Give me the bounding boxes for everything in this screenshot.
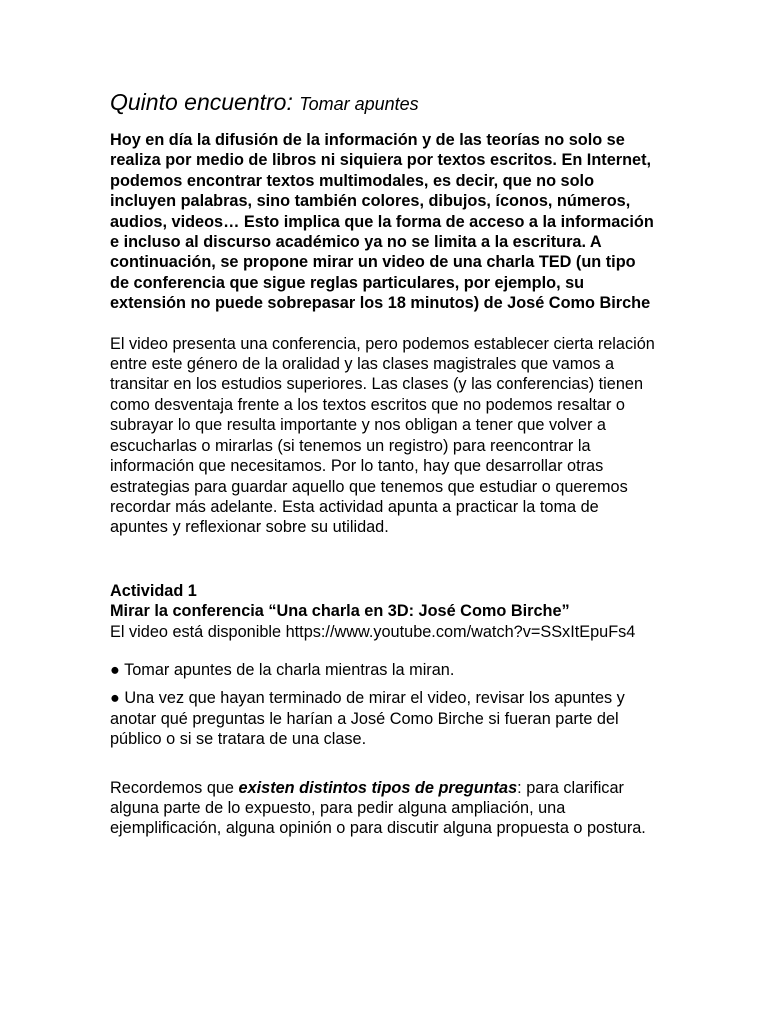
activity-heading: Actividad 1: [110, 581, 197, 600]
page-title: [110, 88, 658, 118]
intro-paragraph: Hoy en día la difusión de la información y de las teorías no solo se realiza por medio de libros ni siquiera por textos escritos. En Internet, podemos encontrar textos multimodales, es decir, que no solo incluyen palabras, sino también colores, dibujos, íconos, números, audios, videos… Esto implica que la forma de acceso a la información e incluso al discurso académico ya no se limita a la escritura. A continuación, se propone mirar un video de una charla TED (un tipo de conferencia que sigue reglas particulares, por ejemplo, su extensión no puede sobrepasar los 18 minutos) de José Como Birche: [110, 131, 654, 313]
title-main: Quinto encuentro:: [110, 89, 293, 115]
body-paragraph: El video presenta una conferencia, pero podemos establecer cierta relación entre este género de la oralidad y las clases magistrales que vamos a transitar en los estudios superiores. Las clases (y las conferencias) tienen como desventaja frente a los textos escritos que no podemos resaltar o subrayar lo que resulta importante y nos obligan a tener que volver a escucharlas o mirarlas (si tenemos un registro) para reencontrar la información que necesitamos. Por lo tanto, hay que desarrollar otras estrategias para guardar aquello que tenemos que estudiar o queremos recordar más adelante. Esta actividad apunta a practicar la toma de apuntes y reflexionar sobre su utilidad.: [110, 334, 655, 537]
list-item: ● Una vez que hayan terminado de mirar el video, revisar los apuntes y anotar qué preguntas le harían a José Como Birche si fueran parte del público o si se tratara de una clase.: [110, 689, 625, 749]
list-item: ● Tomar apuntes de la charla mientras la miran.: [110, 660, 455, 679]
availability-text: El video está disponible: [110, 622, 286, 641]
closing-suffix: : para clarificar alguna parte de lo expuesto, para pedir alguna ampliación, una ejemplificación, alguna opinión o para discutir alguna propuesta o postura.: [110, 778, 646, 838]
title-subtitle: Tomar apuntes: [299, 94, 419, 114]
video-url-link[interactable]: https://www.youtube.com/watch?v=SSxItEpuFs4: [285, 622, 636, 641]
document-page: [110, 88, 658, 839]
closing-prefix: Recordemos que: [110, 778, 239, 797]
closing-paragraph: [110, 778, 658, 839]
activity-subheading: Mirar la conferencia “Una charla en 3D: José Como Birche”: [110, 602, 570, 621]
activity-section: [110, 581, 658, 750]
video-availability: [110, 622, 658, 642]
closing-emphasis: existen distintos tipos de preguntas: [238, 778, 518, 797]
